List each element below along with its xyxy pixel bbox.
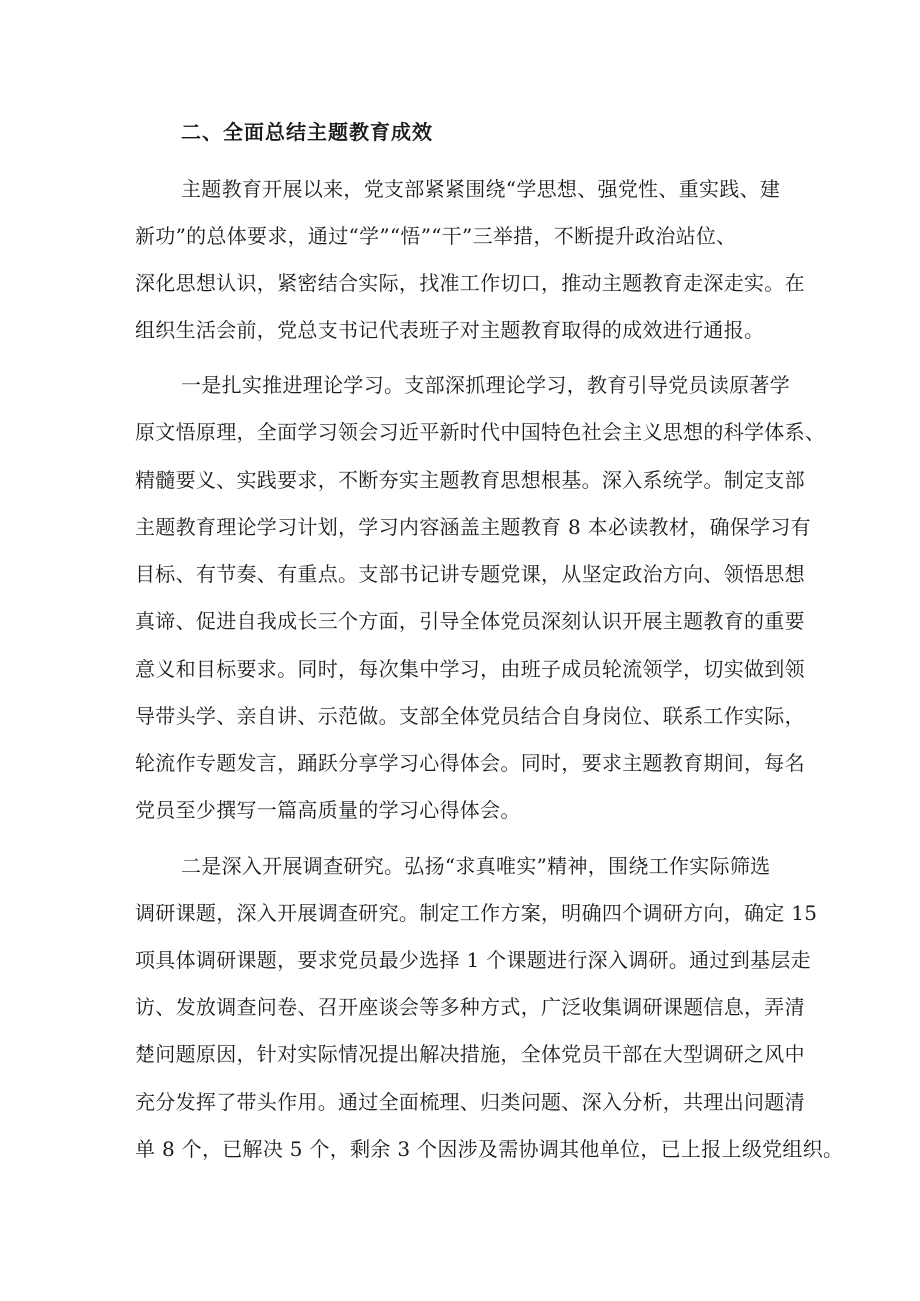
paragraph-3-line-7: 单 8 个，已解决 5 个，剩余 3 个因涉及需协调其他单位，已上报上级党组织。 — [135, 1137, 844, 1161]
paragraph-1-line-3: 深化思想认识，紧密结合实际，找准工作切口，推动主题教育走深走实。在 — [135, 271, 805, 295]
paragraph-3-line-2: 调研课题，深入开展调查研究。制定工作方案，明确四个调研方向，确定 15 — [135, 901, 818, 925]
paragraph-2-line-8: 导带头学、亲自讲、示范做。支部全体党员结合自身岗位、联系工作实际， — [135, 704, 805, 728]
paragraph-3-line-6: 充分发挥了带头作用。通过全面梳理、归类问题、深入分析，共理出问题清 — [135, 1090, 805, 1114]
paragraph-2-line-2: 原文悟原理，全面学习领会习近平新时代中国特色社会主义思想的科学体系、 — [135, 420, 826, 444]
section-heading: 二、全面总结主题教育成效 — [181, 120, 433, 144]
paragraph-2-line-6: 真谛、促进自我成长三个方面，引导全体党员深刻认识开展主题教育的重要 — [135, 609, 805, 633]
paragraph-2-line-5: 目标、有节奏、有重点。支部书记讲专题党课，从坚定政治方向、领悟思想 — [135, 562, 805, 586]
paragraph-1-line-4: 组织生活会前，党总支书记代表班子对主题教育取得的成效进行通报。 — [135, 318, 765, 342]
paragraph-2-line-10: 党员至少撰写一篇高质量的学习心得体会。 — [135, 798, 521, 822]
paragraph-1-line-1: 主题教育开展以来，党支部紧紧围绕“学思想、强党性、重实践、建 — [181, 177, 781, 201]
paragraph-1-line-2: 新功”的总体要求，通过“学”“悟”“干”三举措，不断提升政治站位、 — [135, 224, 737, 248]
paragraph-2-line-9: 轮流作专题发言，踊跃分享学习心得体会。同时，要求主题教育期间，每名 — [135, 751, 805, 775]
paragraph-3-line-1: 二是深入开展调查研究。弘扬“求真唯实”精神，围绕工作实际筛选 — [181, 854, 771, 878]
paragraph-2-line-3: 精髓要义、实践要求，不断夯实主题教育思想根基。深入系统学。制定支部 — [135, 468, 805, 492]
paragraph-2-line-7: 意义和目标要求。同时，每次集中学习，由班子成员轮流领学，切实做到领 — [135, 657, 805, 681]
paragraph-3-line-3: 项具体调研课题，要求党员最少选择 1 个课题进行深入调研。通过到基层走 — [135, 948, 811, 972]
paragraph-2-line-1: 一是扎实推进理论学习。支部深抓理论学习，教育引导党员读原著学 — [181, 373, 790, 397]
paragraph-2-line-4: 主题教育理论学习计划，学习内容涵盖主题教育 8 本必读教材，确保学习有 — [135, 515, 811, 539]
paragraph-3-line-4: 访、发放调查问卷、召开座谈会等多种方式，广泛收集调研课题信息，弄清 — [135, 995, 805, 1019]
paragraph-3-line-5: 楚问题原因，针对实际情况提出解决措施，全体党员干部在大型调研之风中 — [135, 1042, 805, 1066]
